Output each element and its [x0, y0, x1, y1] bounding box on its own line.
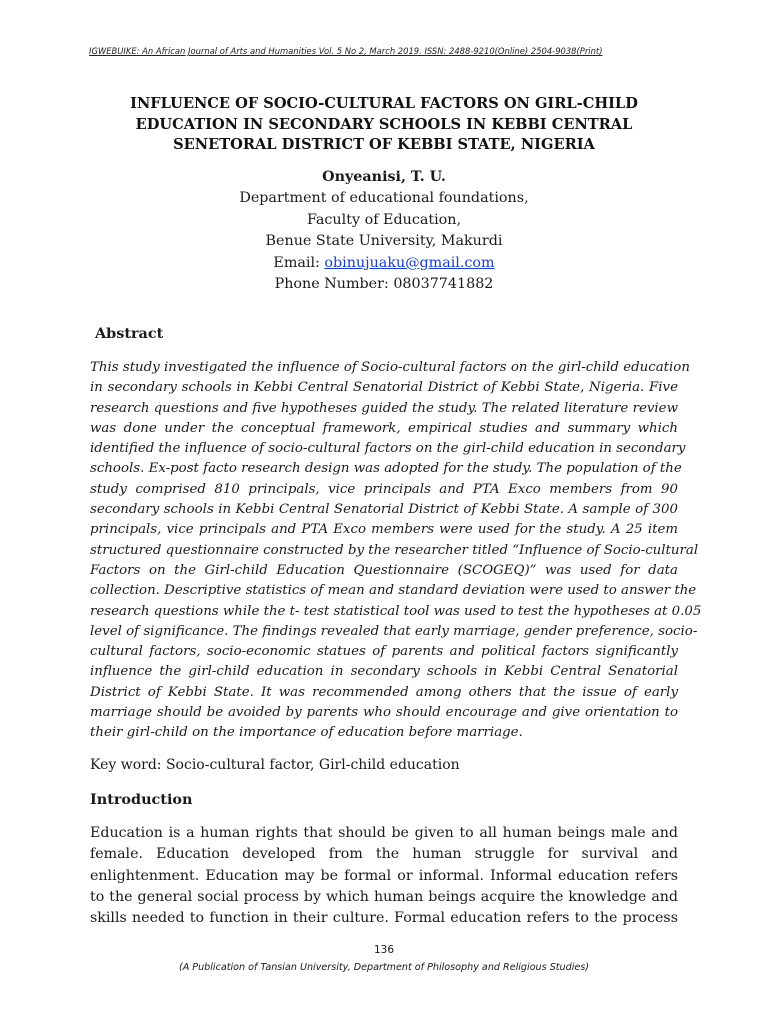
abstract-line: schools. Ex-post facto research design was adopted for the study. The population of the: [90, 461, 682, 477]
introduction-line: to the general social process by which human beings acquire the knowledge and: [90, 888, 678, 905]
author-name: Onyeanisi, T. U.: [322, 169, 446, 185]
abstract-line: secondary schools in Kebbi Central Senatorial District of Kebbi State. A sample of 300: [90, 502, 678, 518]
page-number: 136: [373, 944, 395, 956]
title-line: EDUCATION IN SECONDARY SCHOOLS IN KEBBI CENTRAL: [135, 115, 633, 133]
introduction-line: female. Education developed from the human struggle for survival and: [90, 846, 678, 863]
introduction-line: Education is a human rights that should be given to all human beings male and: [90, 825, 678, 841]
abstract-line: structured questionnaire constructed by the researcher titled “Influence of Socio-cultural: [90, 542, 699, 558]
author-block: [90, 167, 678, 295]
abstract-line: study comprised 810 principals, vice principals and PTA Exco members from 90: [90, 481, 678, 497]
publication-footer: (A Publication of Tansian University, Department of Philosophy and Religious Studies): [178, 962, 590, 973]
abstract-line: was done under the conceptual framework, empirical studies and summary which: [90, 420, 678, 436]
abstract-line: research questions and five hypotheses guided the study. The related literature review: [90, 400, 678, 416]
email-label: Email:: [273, 254, 325, 271]
keywords: Key word: Socio-cultural factor, Girl-child education: [90, 757, 460, 773]
author-faculty: Faculty of Education,: [306, 211, 462, 228]
abstract-line: influence the girl-child education in secondary schools in Kebbi Central Senatorial: [90, 664, 678, 680]
introduction-line: skills needed to function in their culture. Formal education refers to the process: [90, 910, 678, 927]
introduction-body: [90, 823, 678, 929]
abstract-line: level of significance. The findings revealed that early marriage, gender preference, socio-: [90, 623, 698, 639]
abstract-line: collection. Descriptive statistics of mean and standard deviation were used to answer the: [90, 583, 697, 599]
author-phone: Phone Number: 08037741882: [274, 276, 494, 293]
author-university: Benue State University, Makurdi: [265, 233, 503, 250]
abstract-line: research questions while the t- test statistical tool was used to test the hypotheses at 0.05: [90, 603, 702, 619]
abstract-line: This study investigated the influence of Socio-cultural factors on the girl-child education: [90, 360, 690, 375]
abstract-line: District of Kebbi State. It was recommended among others that the issue of early: [90, 684, 678, 700]
author-email-line: [90, 253, 678, 274]
author-department: Department of educational foundations,: [239, 190, 529, 207]
abstract-line: marriage should be avoided by parents who should encourage and give orientation to: [90, 705, 678, 721]
email-link[interactable]: obinujuaku@gmail.com: [324, 254, 495, 271]
introduction-line: enlightenment. Education may be formal or informal. Informal education refers: [90, 867, 678, 884]
abstract-line: their girl-child on the importance of education before marriage.: [90, 725, 523, 741]
introduction-heading: Introduction: [90, 791, 193, 808]
abstract-line: identified the influence of socio-cultural factors on the girl-child education in secondary: [90, 441, 686, 457]
abstract-line: principals, vice principals and PTA Exco members were used for the study. A 25 item: [90, 522, 678, 538]
title-line: SENETORAL DISTRICT OF KEBBI STATE, NIGERIA: [173, 136, 595, 153]
journal-header: IGWEBUIKE: An African Journal of Arts and Humanities Vol. 5 No 2, March 2019. ISSN: 2488-9210(Online) 2504-9038(Print): [89, 46, 603, 56]
title-line: INFLUENCE OF SOCIO-CULTURAL FACTORS ON GIRL-CHILD: [130, 95, 638, 112]
abstract-heading: Abstract: [95, 325, 164, 342]
abstract-body: [90, 358, 702, 744]
paper-title: [90, 94, 678, 156]
abstract-line: cultural factors, socio-economic statues of parents and political factors significantly: [90, 644, 678, 660]
abstract-line: in secondary schools in Kebbi Central Senatorial District of Kebbi State, Nigeria. Five: [90, 380, 678, 396]
abstract-line: Factors on the Girl-child Education Questionnaire (SCOGEQ)” was used for data: [90, 562, 678, 578]
